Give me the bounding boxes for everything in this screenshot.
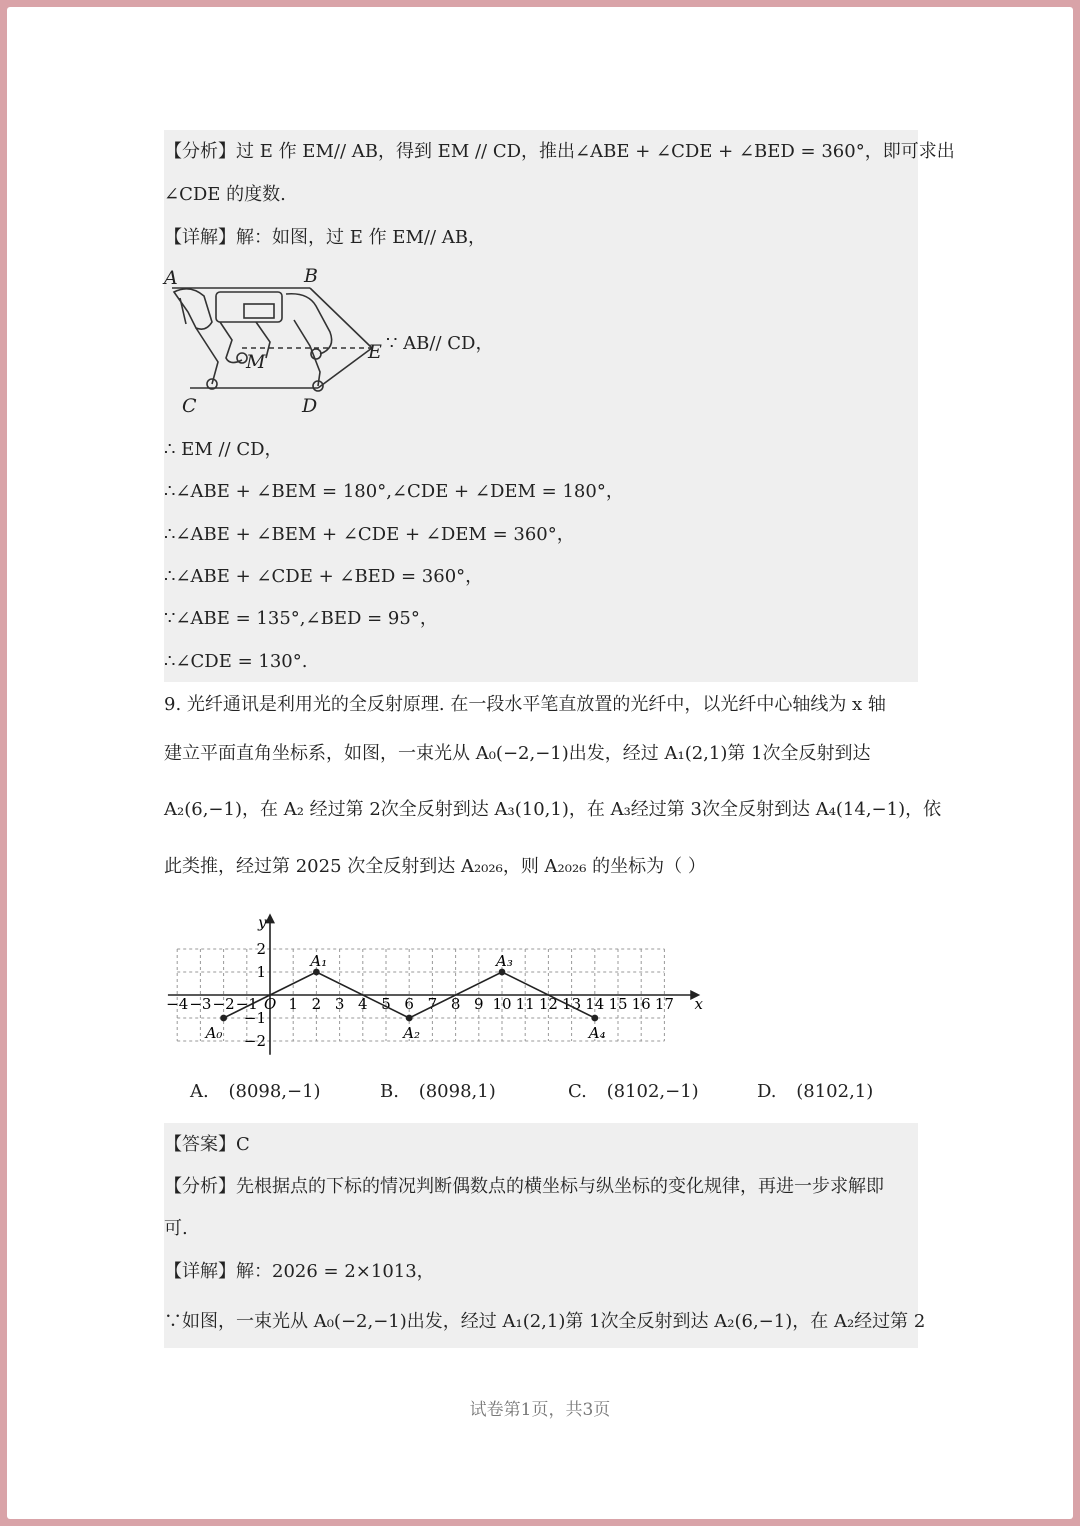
x-tick-label: −1	[235, 995, 258, 1013]
y-tick-label: −2	[243, 1032, 266, 1050]
option-b[interactable]	[380, 1081, 496, 1102]
x-tick-label: 7	[427, 995, 438, 1013]
answer-detail: 【详解】解：2026 = 2×1013，	[164, 1261, 435, 1282]
x-tick-label: 17	[654, 995, 674, 1013]
option-b-value: (8098,1)	[418, 1081, 496, 1102]
point-label-3: A₃	[496, 952, 513, 970]
point-label-2: A₂	[403, 1024, 421, 1042]
answer-detail-2: ∵如图，一束光从 A₀(−2,−1)出发，经过 A₁(2,1)第 1次全反射到达 A₂(6,−1)，在 A₂经过第 2	[164, 1311, 926, 1332]
line-be	[310, 288, 372, 348]
option-a-letter: A.	[190, 1081, 209, 1102]
x-tick-label: 13	[562, 995, 582, 1013]
option-d-letter: D.	[757, 1081, 777, 1102]
page-footer: 试卷第1页，共3页	[469, 1400, 611, 1420]
y-axis-label: y	[258, 913, 267, 932]
option-b-letter: B.	[380, 1081, 399, 1102]
y-tick-label: 2	[256, 940, 266, 958]
option-d-value: (8102,1)	[796, 1081, 874, 1102]
x-tick-label: −3	[189, 995, 212, 1013]
x-tick-label: 11	[515, 995, 535, 1013]
question-line-4: 此类推，经过第 2025 次全反射到达 A₂₀₂₆，则 A₂₀₂₆ 的坐标为（ ）	[164, 856, 706, 877]
label-b: B	[304, 265, 318, 287]
option-c[interactable]	[568, 1081, 699, 1102]
analysis-line-2: ∠CDE 的度数.	[164, 184, 286, 205]
analysis-line-3: 【详解】解：如图，过 E 作 EM// AB，	[164, 227, 486, 248]
y-axis-arrow	[265, 913, 275, 923]
coordinate-graph	[160, 905, 704, 1065]
robot-dog-figure	[160, 262, 400, 422]
step-6: ∴∠CDE = 130°.	[164, 651, 308, 672]
x-tick-label: 2	[311, 995, 322, 1013]
answer-analysis-2: 可.	[164, 1218, 188, 1239]
option-a-value: (8098,−1)	[228, 1081, 321, 1102]
figure-note: ∵ AB// CD，	[386, 333, 494, 354]
x-tick-label: 6	[404, 995, 414, 1013]
option-a[interactable]	[190, 1081, 321, 1102]
option-c-value: (8102,−1)	[606, 1081, 699, 1102]
label-e: E	[368, 341, 382, 363]
x-tick-label: 15	[608, 995, 628, 1013]
point-label-0: A₀	[205, 1024, 223, 1042]
point-2	[406, 1015, 413, 1022]
step-5: ∵∠ABE = 135°,∠BED = 95°，	[164, 608, 438, 629]
x-tick-label: −4	[166, 995, 189, 1013]
origin-label: O	[264, 995, 277, 1013]
analysis-line-1: 【分析】过 E 作 EM// AB，得到 EM // CD，推出∠ABE + ∠CDE + ∠BED = 360°，即可求出	[164, 141, 955, 162]
question-line-3: A₂(6,−1)，在 A₂ 经过第 2次全反射到达 A₃(10,1)，在 A₃经过第 3次全反射到达 A₄(14,−1)，依	[164, 799, 942, 820]
x-tick-label: 3	[334, 995, 345, 1013]
x-tick-label: 4	[358, 995, 368, 1013]
point-0	[220, 1015, 227, 1022]
step-4: ∴∠ABE + ∠CDE + ∠BED = 360°，	[164, 566, 484, 587]
point-label-1: A₁	[310, 952, 328, 970]
label-a: A	[164, 267, 178, 289]
x-tick-label: 12	[538, 995, 558, 1013]
x-tick-label: 9	[474, 995, 484, 1013]
x-tick-label: 10	[492, 995, 512, 1013]
line-ed	[318, 348, 372, 388]
x-tick-label: 14	[585, 995, 605, 1013]
option-c-letter: C.	[568, 1081, 587, 1102]
x-tick-label: 1	[288, 995, 298, 1013]
x-tick-label: 5	[381, 995, 391, 1013]
label-c: C	[182, 395, 197, 417]
step-2: ∴∠ABE + ∠BEM = 180°,∠CDE + ∠DEM = 180°，	[164, 481, 624, 502]
step-1: ∴ EM // CD，	[164, 439, 283, 460]
answer-line: 【答案】C	[164, 1134, 250, 1155]
label-m: M	[246, 351, 266, 373]
answer-analysis-1: 【分析】先根据点的下标的情况判断偶数点的横坐标与纵坐标的变化规律，再进一步求解即	[164, 1176, 884, 1197]
y-tick-label: −1	[243, 1009, 266, 1027]
x-axis-label: x	[694, 995, 704, 1013]
point-4	[591, 1015, 598, 1022]
x-tick-label: 16	[631, 995, 651, 1013]
point-label-4: A₄	[588, 1024, 606, 1042]
x-tick-label: −2	[212, 995, 235, 1013]
question-line-2: 建立平面直角坐标系，如图，一束光从 A₀(−2,−1)出发，经过 A₁(2,1)第 1次全反射到达	[164, 743, 871, 764]
x-tick-label: 8	[450, 995, 461, 1013]
question-line-1: 9. 光纤通讯是利用光的全反射原理. 在一段水平笔直放置的光纤中，以光纤中心轴线为 x 轴	[164, 694, 886, 715]
label-d: D	[302, 395, 318, 417]
step-3: ∴∠ABE + ∠BEM + ∠CDE + ∠DEM = 360°，	[164, 524, 575, 545]
robot-panel	[244, 304, 274, 318]
y-tick-label: 1	[256, 963, 266, 981]
option-d[interactable]	[757, 1081, 873, 1102]
